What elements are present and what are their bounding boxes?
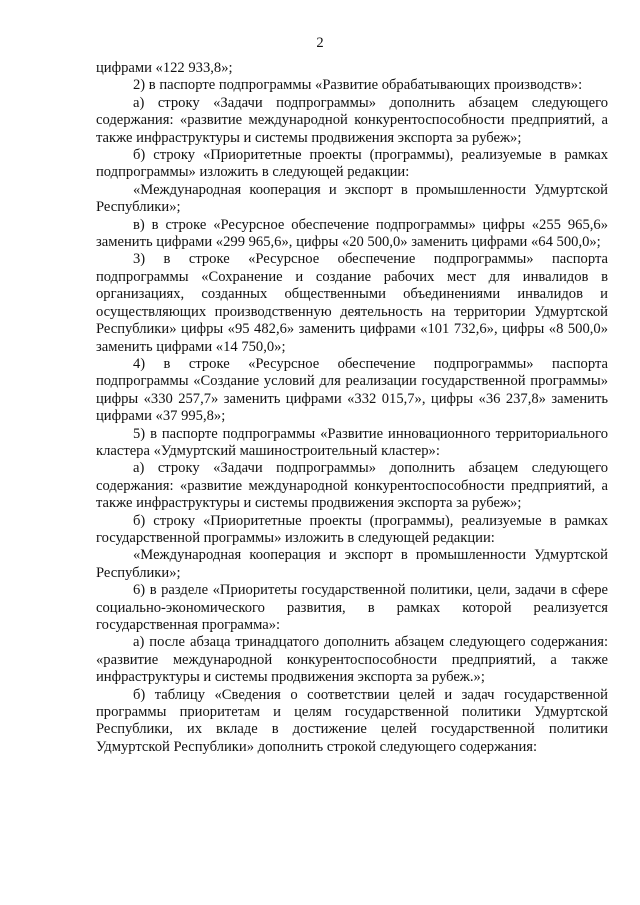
paragraph: а) после абзаца тринадцатого дополнить абзацем следующего содержания: «развитие международной конкурентоспособности предприятий, а также инфраструктуры и системы продвижения экспорта за рубеж.»; <box>96 634 608 686</box>
paragraph: цифрами «122 933,8»; <box>96 60 233 76</box>
paragraph: «Международная кооперация и экспорт в промышленности Удмуртской Республики»; <box>96 181 608 216</box>
paragraph: б) таблицу «Сведения о соответствии целей и задач государственной программы приоритетам и целям государственной политики Удмуртской Республики, их вкладе в достижение целей государственной политики Удмуртской Республики» дополнить строкой следующего содержания: <box>96 686 608 755</box>
paragraph: а) строку «Задачи подпрограммы» дополнить абзацем следующего содержания: «развитие международной конкурентоспособности предприятий, а также инфраструктуры и системы продвижения экспорта за рубеж»; <box>96 94 608 146</box>
paragraph: в) в строке «Ресурсное обеспечение подпрограммы» цифры «255 965,6» заменить цифрами «299 965,6», цифры «20 500,0» заменить цифрами «64 500,0»; <box>96 216 608 251</box>
paragraph: 4) в строке «Ресурсное обеспечение подпрограммы» паспорта подпрограммы «Создание условий для реализации государственной программы» цифры «330 257,7» заменить цифрами «332 015,7», цифры «36 237,8» заменить цифрами «37 995,8»; <box>96 355 608 425</box>
paragraph: б) строку «Приоритетные проекты (программы), реализуемые в рамках подпрограммы» изложить в следующей редакции: <box>96 147 608 181</box>
page-number: 2 <box>316 35 324 51</box>
paragraph: 6) в разделе «Приоритеты государственной политики, цели, задачи в сфере социально-экономического развития, в рамках которой реализуется государственная программа»: <box>96 582 608 633</box>
document-body <box>96 60 608 756</box>
paragraph: 2) в паспорте подпрограммы «Развитие обрабатывающих производств»: <box>133 77 583 94</box>
paragraph: 3) в строке «Ресурсное обеспечение подпрограммы» паспорта подпрограммы «Сохранение и создание рабочих мест для инвалидов в организациях, созданных общественными объединениями инвалидов и осуществляющих производственную деятельность на территории Удмуртской Республики» цифры «95 482,6» заменить цифрами «101 732,6», цифры «8 500,0» заменить цифрами «14 750,0»; <box>96 251 608 355</box>
paragraph: а) строку «Задачи подпрограммы» дополнить абзацем следующего содержания: «развитие международной конкурентоспособности предприятий, а также инфраструктуры и системы продвижения экспорта за рубеж»; <box>96 460 608 512</box>
paragraph: 5) в паспорте подпрограммы «Развитие инновационного территориального кластера «Удмуртский машиностроительный кластер»: <box>96 425 608 459</box>
paragraph: «Международная кооперация и экспорт в промышленности Удмуртской Республики»; <box>96 547 608 581</box>
paragraph: б) строку «Приоритетные проекты (программы), реализуемые в рамках государственной программы» изложить в следующей редакции: <box>96 512 608 546</box>
